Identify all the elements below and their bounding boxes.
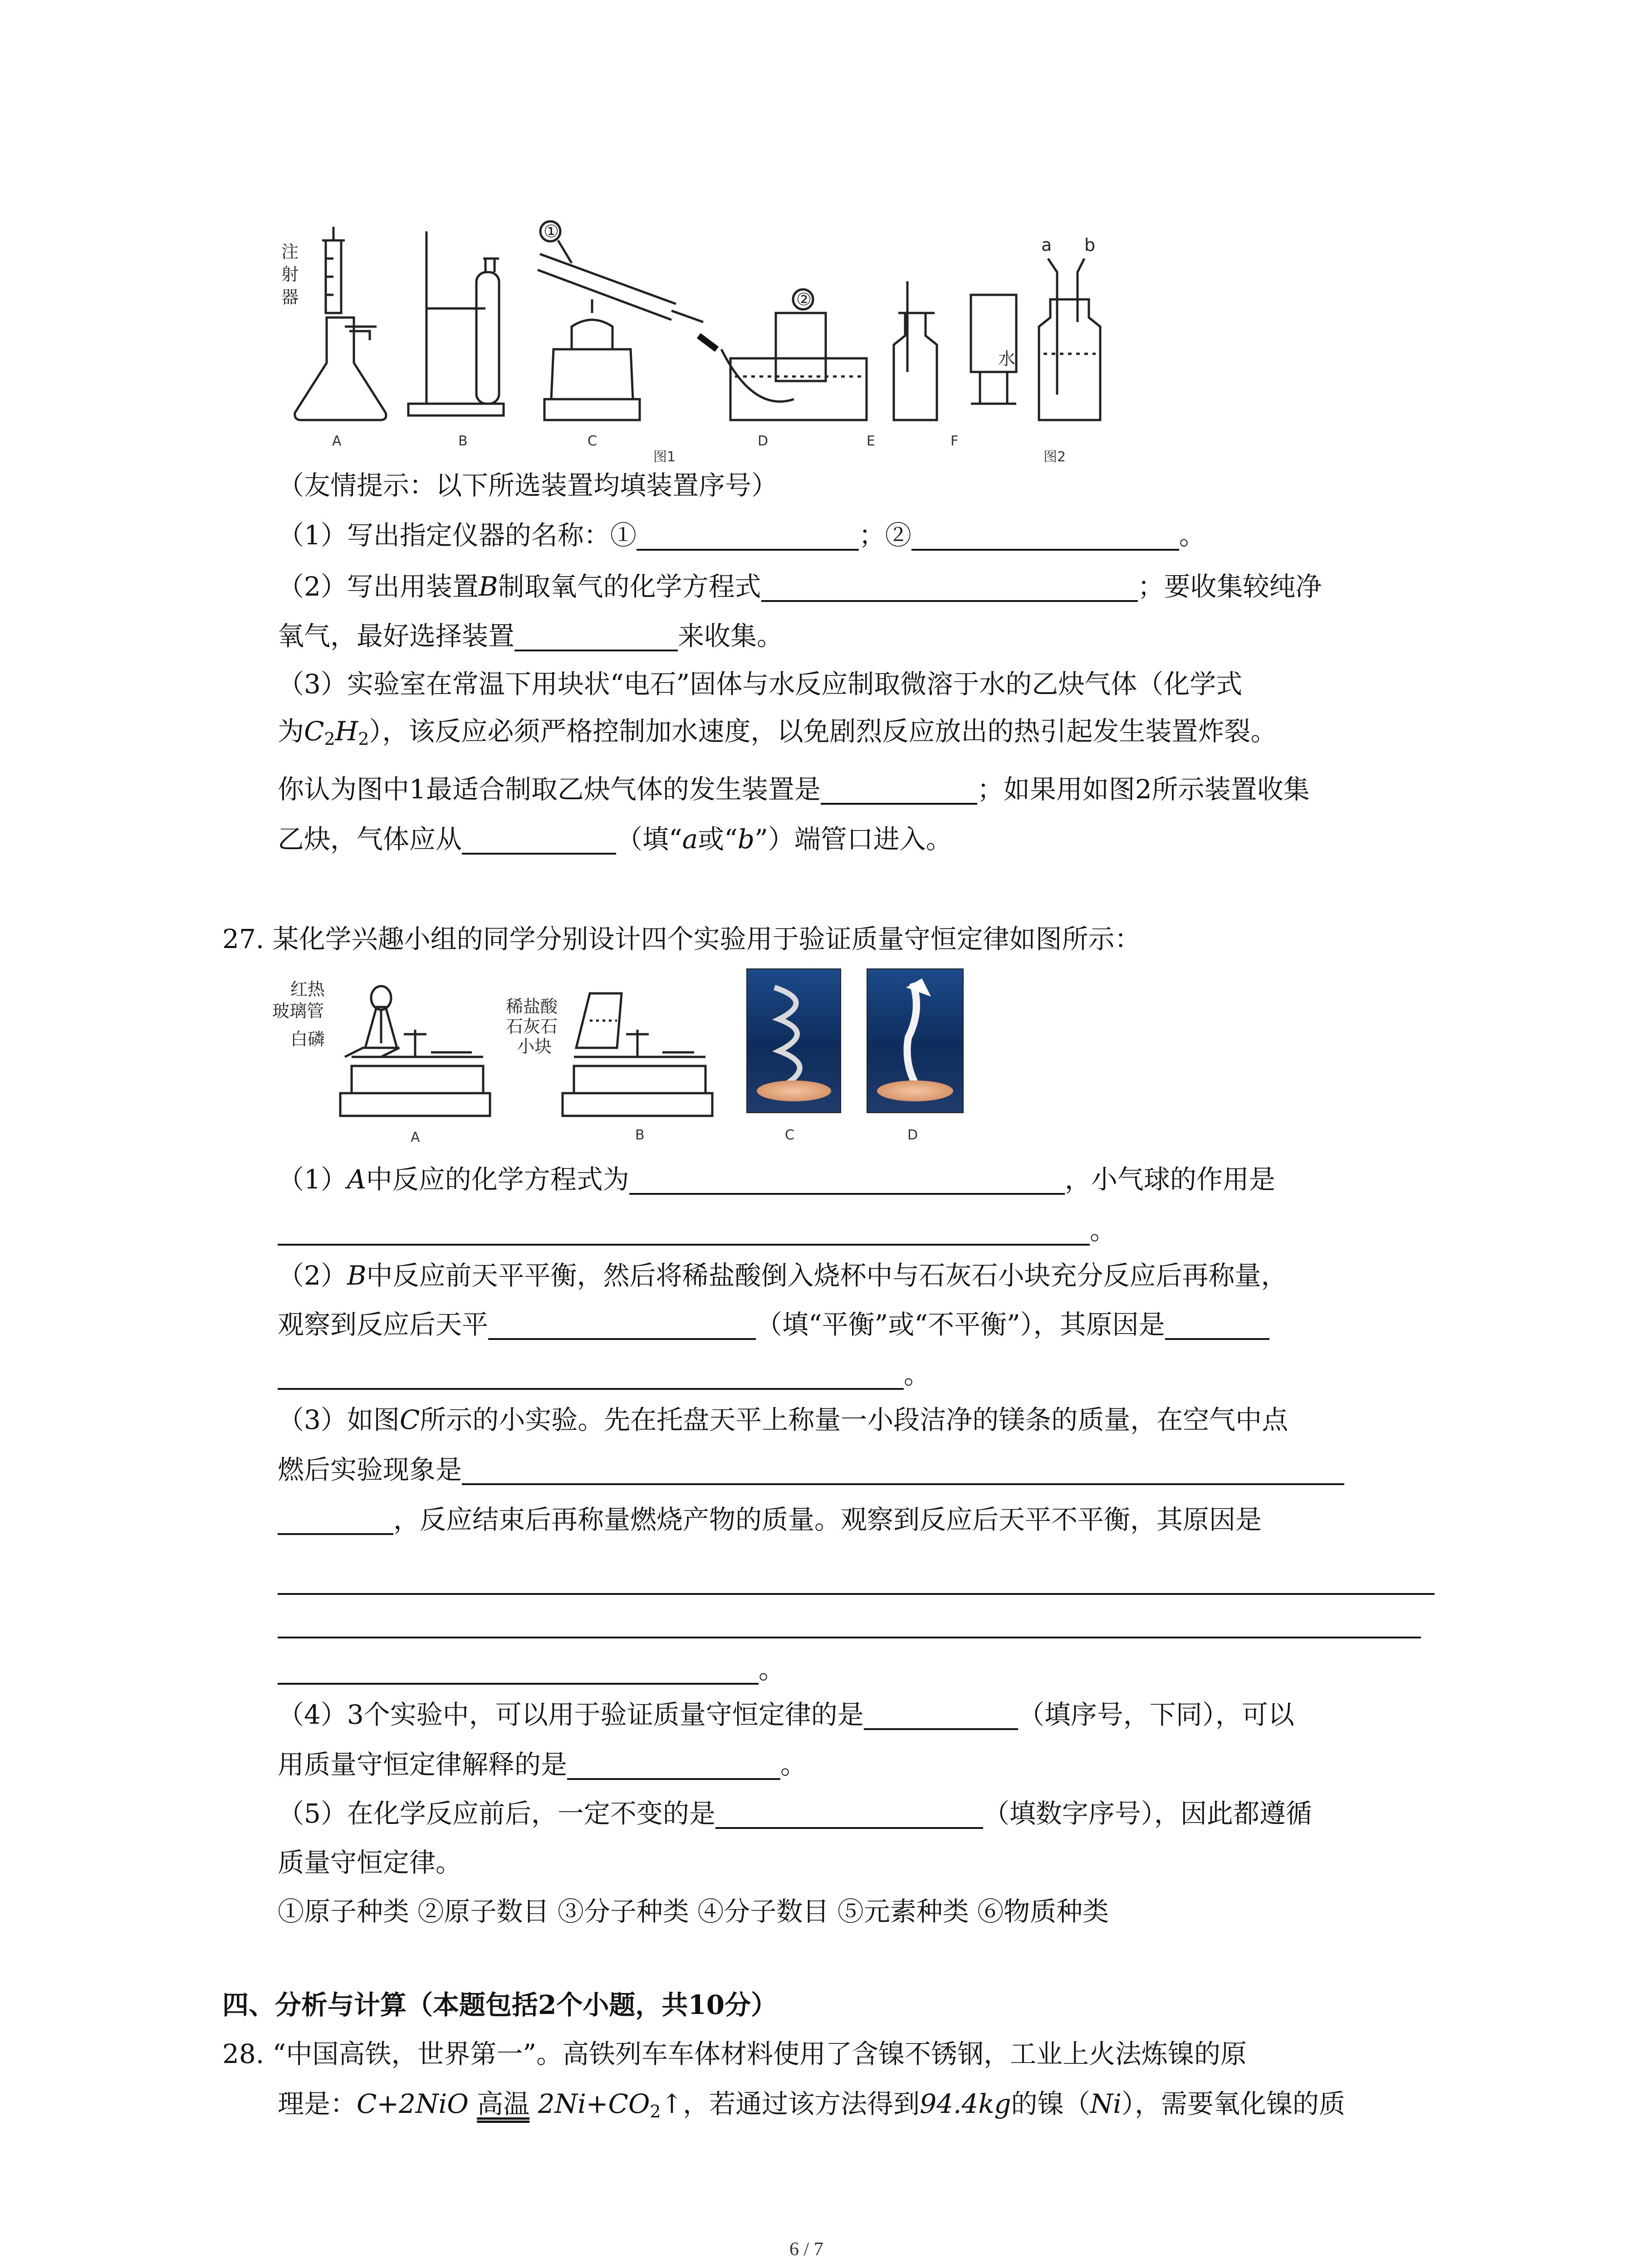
apparatus-figure — [272, 213, 1125, 467]
circle-2-label: ② — [796, 289, 812, 309]
answer-blank-q27-1a[interactable] — [629, 1164, 1065, 1195]
caption-fig2: 图2 — [1043, 449, 1066, 465]
port-b-label: b — [1084, 235, 1096, 255]
answer-blank-q27-2b[interactable] — [1165, 1309, 1269, 1340]
label-A: A — [332, 433, 342, 449]
label-D: D — [758, 433, 769, 449]
q28-line1: 28. “中国高铁，世界第一”。高铁列车车体材料使用了含镍不锈钢，工业上火法炼镍的原 — [222, 2038, 1247, 2069]
answer-blank-q26-2b[interactable] — [514, 621, 678, 651]
syringe-label: 注射器 — [281, 242, 299, 307]
q27-figure — [272, 966, 980, 1157]
reaction-condition: 高温 — [477, 2088, 530, 2119]
apparatus-drawing — [272, 213, 1125, 467]
figB-label-limestone: 石灰石 — [506, 1017, 558, 1036]
q27-part1-line2: 。 — [278, 1212, 1116, 1248]
q27-part3-line6: 。 — [278, 1651, 785, 1687]
answer-blank-q26-2a[interactable] — [761, 571, 1138, 602]
q26-part3-line3: 你认为图中1最适合制取乙炔气体的发生装置是 ；如果用如图2所示装置收集 — [278, 774, 1310, 805]
answer-rule-q27-3d[interactable] — [278, 1637, 1421, 1638]
q27-part1-line1: （1）A中反应的化学方程式为 ，小气球的作用是 — [278, 1164, 1275, 1195]
answer-blank-q27-5a[interactable] — [715, 1798, 983, 1829]
q27-part2-line2: 观察到反应后天平 （填“平衡”或“不平衡”），其原因是 — [278, 1306, 1269, 1343]
fig27-label-D: D — [907, 1127, 918, 1143]
q26-part3-line2: 为$C_2H_2$），该反应必须严格控制加水速度，以免剧烈反应放出的热引起发生装置炸裂。 — [278, 716, 1277, 749]
answer-blank-q27-3e[interactable] — [278, 1654, 759, 1685]
answer-blank-q26-3a[interactable] — [821, 774, 977, 805]
figA-label-tube: 玻璃管 — [272, 1001, 324, 1021]
page-number: 6 / 7 — [789, 2239, 823, 2260]
label-E: E — [867, 433, 875, 449]
fig27-label-C: C — [785, 1127, 794, 1143]
answer-blank-q27-2c[interactable] — [278, 1359, 904, 1390]
label-F: F — [950, 433, 959, 449]
q27-part4-line1: （4）3个实验中，可以用于验证质量守恒定律的是 （填序号，下同），可以 — [278, 1699, 1294, 1730]
answer-blank-q27-4a[interactable] — [864, 1699, 1018, 1730]
plate-C — [757, 1080, 831, 1101]
label-B: B — [458, 433, 468, 449]
q27-part3-line3: ，反应结束后再称量燃烧产物的质量。观察到反应后天平不平衡，其原因是 — [278, 1501, 1262, 1538]
answer-blank-q27-3a[interactable] — [462, 1454, 1344, 1485]
q28-line2: 理是：C+2NiO 高温 $2Ni+CO_2↑$，若通过该方法得到94.4kg的镍（Ni），需要氧化镍的质 — [278, 2088, 1345, 2121]
q27-part2-line3: 。 — [278, 1356, 930, 1393]
photo-C-magnesium-ribbon — [746, 968, 841, 1113]
answer-blank-q26-3b[interactable] — [462, 824, 616, 855]
q27-part4-line2: 用质量守恒定律解释的是 。 — [278, 1749, 807, 1780]
balance-drawing — [272, 966, 726, 1120]
answer-blank-q27-1b[interactable] — [278, 1215, 1090, 1246]
caption-fig1: 图1 — [653, 449, 676, 465]
q26-hint: （友情提示：以下所选装置均填装置序号） — [278, 470, 778, 501]
q27-part5-line1: （5）在化学反应前后，一定不变的是 （填数字序号），因此都遵循 — [278, 1798, 1312, 1829]
answer-blank-q26-1b[interactable] — [911, 520, 1179, 551]
q27-part5-line2: 质量守恒定律。 — [278, 1847, 462, 1878]
q27-part3-line2: 燃后实验现象是 — [278, 1452, 1344, 1488]
q26-part2-line2: 氧气，最好选择装置 来收集。 — [278, 621, 784, 651]
q27-stem: 27. 某化学兴趣小组的同学分别设计四个实验用于验证质量守恒定律如图所示： — [222, 924, 1141, 954]
q26-part3-line4: 乙炔，气体应从 （填“a或“b”）端管口进入。 — [278, 824, 952, 855]
port-a-label: a — [1041, 235, 1052, 255]
plate-D — [877, 1080, 953, 1101]
q27-part3-line1: （3）如图C所示的小实验。先在托盘天平上称量一小段洁净的镁条的质量，在空气中点 — [278, 1404, 1288, 1435]
answer-rule-q27-3c[interactable] — [278, 1593, 1435, 1595]
figB-label-acid: 稀盐酸 — [506, 997, 558, 1017]
q26-part3-line1: （3）实验室在常温下用块状“电石”固体与水反应制取微溶于水的乙炔气体（化学式 — [278, 669, 1243, 699]
photo-D-burning-ribbon — [867, 968, 964, 1113]
circle-1-label: ① — [544, 221, 559, 241]
q27-part2-line1: （2）B中反应前天平平衡，然后将稀盐酸倒入烧杯中与石灰石小块充分反应后再称量， — [278, 1260, 1288, 1291]
answer-blank-q26-1a[interactable] — [637, 520, 859, 551]
q27-options: ①原子种类 ②原子数目 ③分子种类 ④分子数目 ⑤元素种类 ⑥物质种类 — [278, 1896, 1109, 1927]
answer-blank-q27-3b[interactable] — [278, 1504, 393, 1535]
fig27-label-A: A — [411, 1129, 420, 1145]
label-C: C — [588, 433, 597, 449]
figA-label-hot: 红热 — [290, 979, 325, 999]
fig27-label-B: B — [635, 1127, 645, 1143]
q26-part2-line1: （2）写出用装置B制取氧气的化学方程式 ；要收集较纯净 — [278, 571, 1322, 602]
q26-part1: （1）写出指定仪器的名称：① ；② 。 — [278, 520, 1205, 551]
figA-label-phosphorus: 白磷 — [290, 1029, 325, 1049]
answer-blank-q27-2a[interactable] — [488, 1309, 756, 1340]
figB-label-block: 小块 — [517, 1036, 552, 1056]
section4-heading: 四、分析与计算（本题包括2个小题，共10分） — [222, 1989, 778, 2020]
answer-blank-q27-4b[interactable] — [567, 1749, 780, 1780]
water-label: 水 — [998, 349, 1016, 369]
